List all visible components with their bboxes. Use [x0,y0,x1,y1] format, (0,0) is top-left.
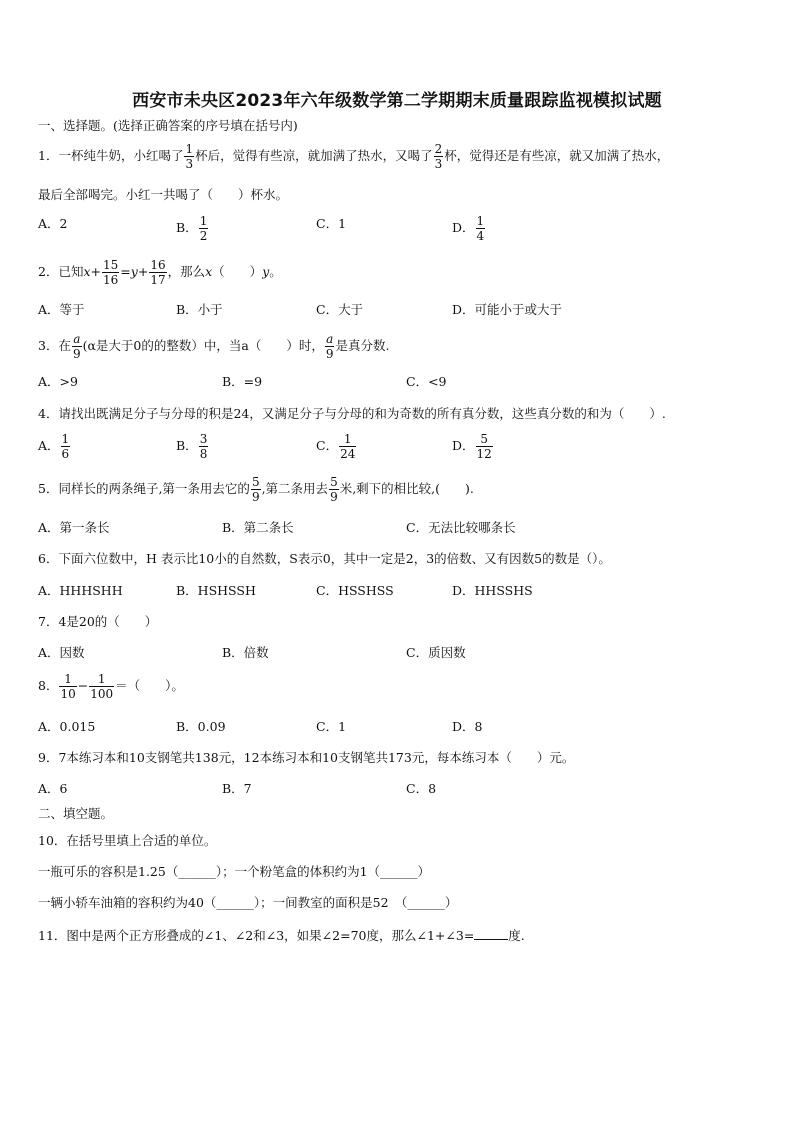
q3-option-c: C．<9 [406,374,447,389]
answer-blank [474,927,508,940]
section-2-heading: 二、填空题。 [38,806,114,821]
q2-option-a: A．等于 [38,302,85,317]
q5-option-b: B．第二条长 [222,520,294,535]
question-2: 2．已知x+ $\frac{15}{16}$ =y+ $\frac{16}{17}$ ，那么x（ ）y。 [38,258,282,287]
q9-option-a: A．6 [38,781,68,796]
question-10-line-2: 一辆小轿车油箱的容积约为40（______）；一间教室的面积是52 （______） [38,895,458,910]
q1-text-b: 杯后，觉得有些凉，就加满了热水，又喝了 [195,148,433,163]
question-9: 9．7本练习本和10支钢笔共138元，12本练习本和10支钢笔共173元，每本练习本（ ）元。 [38,750,575,765]
question-4: 4．请找出既满足分子与分母的积是24，又满足分子与分母的和为奇数的所有真分数，这些真分数的和为（ ）. [38,406,666,421]
q2-option-b: B．小于 [176,302,223,317]
q8-option-d: D．8 [452,719,483,734]
q8-option-c: C．1 [316,719,347,734]
q1-text-a: 1．一杯纯牛奶，小红喝了 [38,148,184,163]
q4-option-a: A． $\frac{1}{6}$ [38,432,70,461]
section-1-heading: 一、选择题。(选择正确答案的序号填在括号内) [38,118,298,133]
q1-option-b: B． $\frac{1}{2}$ [176,214,208,243]
q3-option-b: B．=9 [222,374,263,389]
q9-option-b: B．7 [222,781,252,796]
question-1-line-1 [38,142,669,171]
q6-option-c: C．HSSHSS [316,583,394,598]
question-6: 6．下面六位数中，H 表示比10小的自然数，S表示0，其中一定是2，3的倍数、又有因数5的数是（）。 [38,551,611,566]
q6-option-b: B．HSHSSH [176,583,256,598]
question-7: 7．4是20的（ ） [38,614,158,629]
q1-option-d: D． $\frac{1}{4}$ [452,214,485,243]
q4-option-b: B． $\frac{3}{8}$ [176,432,208,461]
q1-option-c: C．1 [316,216,347,231]
question-10: 10．在括号里填上合适的单位。 [38,833,217,848]
fraction: $\frac{2}{3}$ [434,142,443,171]
q7-option-b: B．倍数 [222,645,269,660]
q6-option-d: D．HHSSHS [452,583,533,598]
fraction: $\frac{1}{3}$ [185,142,194,171]
q2-option-d: D．可能小于或大于 [452,302,563,317]
question-8: 8． $\frac{1}{10}$ − $\frac{1}{100}$ ＝（ ）。 [38,672,184,701]
q9-option-c: C．8 [406,781,437,796]
q4-option-c: C． $\frac{1}{24}$ [316,432,356,461]
question-1-line-2: 最后全部喝完。小红一共喝了（ ）杯水。 [38,187,289,202]
q8-option-b: B．0.09 [176,719,226,734]
q4-option-d: D． $\frac{5}{12}$ [452,432,492,461]
page-title: 西安市未央区2023年六年级数学第二学期期末质量跟踪监视模拟试题 [132,91,662,111]
q6-option-a: A．HHHSHH [38,583,123,598]
q7-option-a: A．因数 [38,645,85,660]
question-11: 11．图中是两个正方形叠成的∠1、∠2和∠3，如果∠2=70度，那么∠1+∠3= 度. [38,928,525,943]
q5-option-c: C．无法比较哪条长 [406,520,516,535]
question-10-line-1: 一瓶可乐的容积是1.25（______）；一个粉笔盒的体积约为1（______） [38,864,431,879]
q1-option-a: A．2 [38,216,68,231]
q7-option-c: C．质因数 [406,645,466,660]
question-3: 3．在 $\frac{a}{9}$ (α是大于0的的整数）中，当a（ ）时， $\frac{a}{9}$ 是真分数. [38,332,390,361]
q3-option-a: A．>9 [38,374,78,389]
q5-option-a: A．第一条长 [38,520,110,535]
q1-text-c: 杯，觉得还是有些凉，就又加满了热水， [444,148,670,163]
question-5: 5．同样长的两条绳子,第一条用去它的 $\frac{5}{9}$ ,第二条用去 $\frac{5}{9}$ 米,剩下的相比较,( ). [38,475,474,504]
q8-option-a: A．0.015 [38,719,96,734]
q2-option-c: C．大于 [316,302,364,317]
